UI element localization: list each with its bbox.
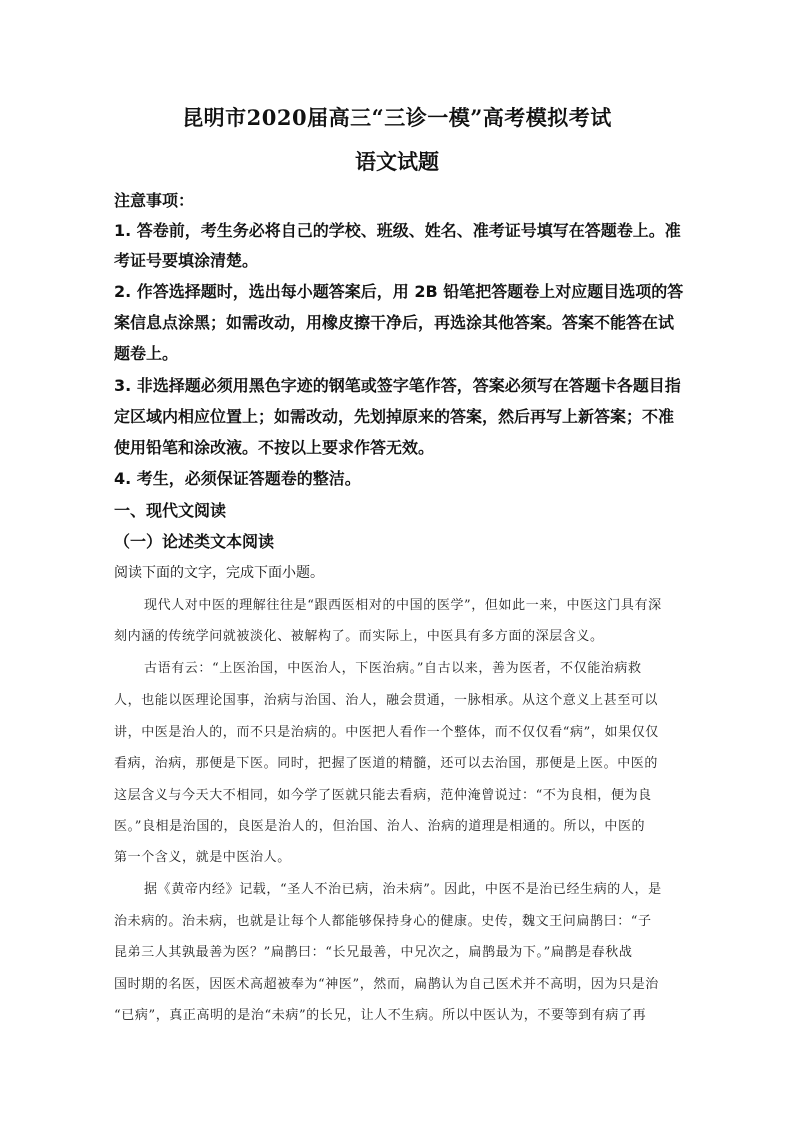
passage-line: 人，也能以医理论国事，治病与治国、治人，融会贯通，一脉相承。从这个意义上甚至可以 [114, 693, 659, 708]
passage-line: 国时期的名医，因医术高超被奉为“神医”，然而，扁鹊认为自己医术并不高明，因为只是治 [114, 977, 659, 992]
passage-line: 治未病的。治未病，也就是让每个人都能够保持身心的健康。史传，魏文王问扁鹊曰：“子 [114, 914, 652, 929]
notes-line: 案信息点涂黑；如需改动，用橡皮擦干净后，再选涂其他答案。答案不能答在试 [114, 313, 675, 332]
reading-instruction: 阅读下面的文字，完成下面小题。 [114, 565, 324, 581]
exam-title: 昆明市2020届高三“三诊一模”高考模拟考试 [182, 105, 612, 130]
passage-line: 医。”良相是治国的，良医是治人的，但治国、治人、治病的道理是相通的。所以，中医的 [114, 819, 646, 834]
passage-line: 这层含义与今天大不相同，如今学了医就只能去看病，范仲淹曾说过：“不为良相，便为良 [114, 788, 652, 803]
notes-line: 1. 答卷前，考生务必将自己的学校、班级、姓名、准考证号填写在答题卷上。准 [114, 221, 681, 240]
notes-line: 定区域内相应位置上；如需改动，先划掉原来的答案，然后再写上新答案；不准 [114, 407, 675, 426]
passage-line: “已病”，真正高明的是治“未病”的长兄，让人不生病。所以中医认为，不要等到有病了再 [114, 1008, 647, 1023]
notes-line: 考证号要填涂清楚。 [114, 251, 259, 270]
passage-line: 看病，治病，那便是下医。同时，把握了医道的精髓，还可以去治国，那便是上医。中医的 [114, 756, 659, 771]
notes-line: 使用铅笔和涂改液。不按以上要求作答无效。 [114, 438, 435, 457]
notes-line: 3. 非选择题必须用黑色字迹的钢笔或签字笔作答，答案必须写在答题卡各题目指 [114, 376, 681, 395]
passage-line: 古语有云：“上医治国，中医治人，下医治病。”自古以来，善为医者，不仅能治病救 [144, 661, 642, 676]
passage-line: 刻内涵的传统学问就被淡化、被解构了。而实际上，中医具有多方面的深层含义。 [114, 629, 604, 644]
section-heading: 一、现代文阅读 [114, 501, 227, 520]
passage-line: 第一个含义，就是中医治人。 [114, 850, 291, 865]
notes-heading: 注意事项： [114, 191, 195, 210]
passage-line: 据《黄帝内经》记载，“圣人不治已病，治未病”。因此，中医不是治已经生病的人，是 [144, 882, 662, 897]
section-subheading: （一）论述类文本阅读 [114, 532, 275, 551]
notes-line: 题卷上。 [114, 344, 179, 363]
passage-line: 讲，中医是治人的，而不只是治病的。中医把人看作一个整体，而不仅仅看“病”，如果仅仅 [114, 725, 659, 740]
exam-subtitle: 语文试题 [355, 149, 439, 174]
notes-line: 2. 作答选择题时，选出每小题答案后，用 2B 铅笔把答题卷上对应题目选项的答 [114, 282, 684, 301]
passage-line: 现代人对中医的理解往往是“跟西医相对的中国的医学”，但如此一来，中医这门具有深 [144, 598, 662, 613]
passage-line: 昆弟三人其孰最善为医？”扁鹊曰：“长兄最善，中兄次之，扁鹊最为下。”扁鹊是春秋战 [114, 945, 633, 960]
notes-line: 4. 考生，必须保证答题卷的整洁。 [114, 469, 361, 488]
